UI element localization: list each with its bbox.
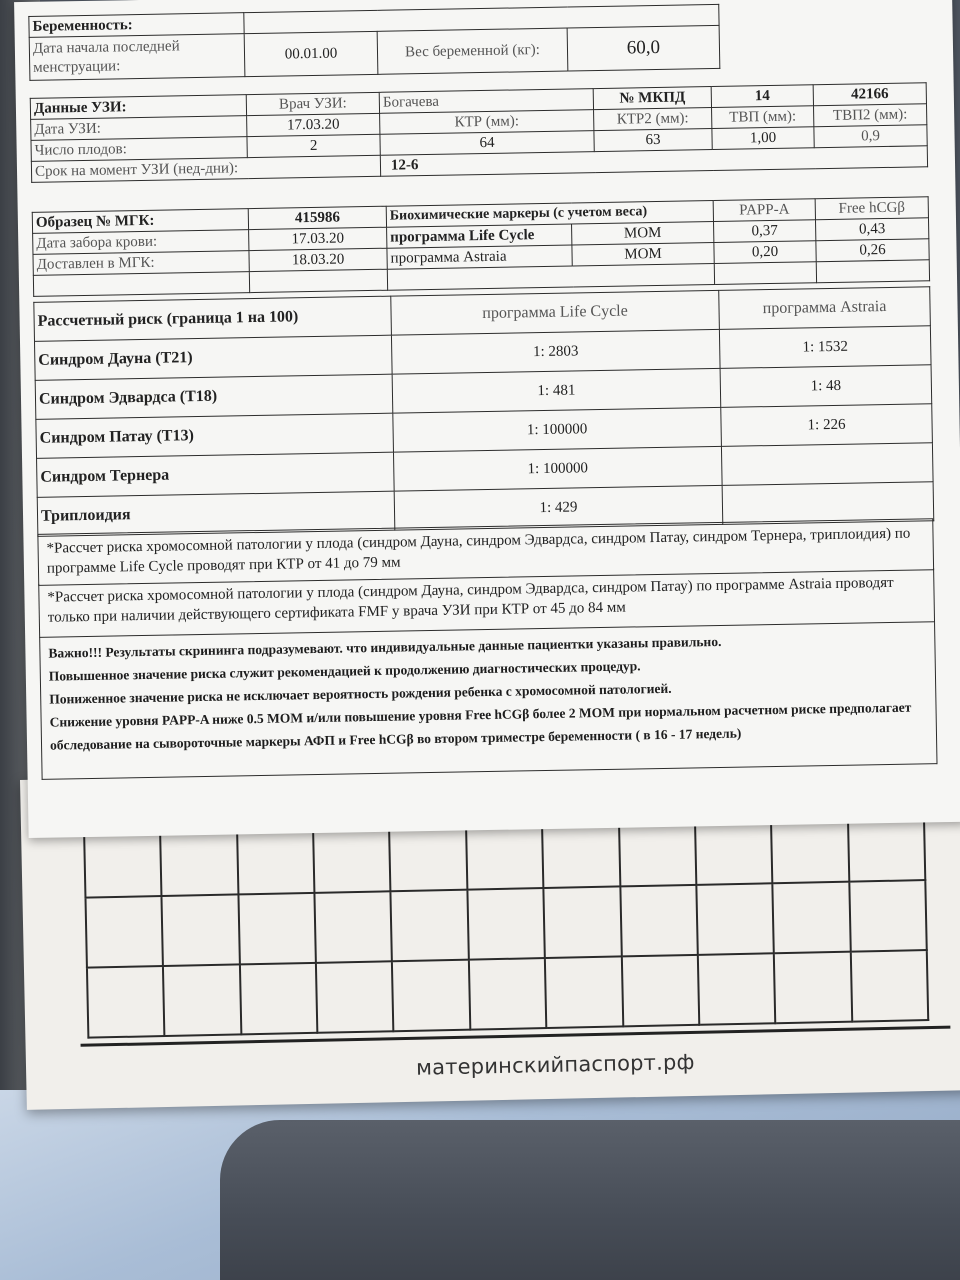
ultrasound-header: Данные УЗИ: — [30, 95, 246, 120]
risk-table — [33, 286, 934, 537]
lmp-label: Дата начала последней менструации: — [29, 34, 245, 81]
blood-date-label: Дата забора крови: — [33, 230, 249, 255]
risk-row-astraia — [721, 443, 933, 486]
weight-value: 60,0 — [567, 25, 720, 71]
delivered-label: Доставлен в МГК: — [33, 251, 249, 276]
papp-value-2: 0,20 — [714, 241, 816, 264]
risk-row-name: Синдром Дауна (Т21) — [34, 335, 392, 380]
risk-row-life-cycle: 1: 100000 — [393, 446, 722, 491]
ktr2-label: КТР2 (мм): — [594, 108, 712, 131]
note-life-cycle: *Рассчет риска хромосомной патологии у плода (синдром Дауна, синдром Эдвардса, синдром Патау, синдром Тернера, триплоидия) по программе Life Cycle проводят при КТР от 41 до 79 мм — [37, 518, 934, 586]
pregnancy-table — [28, 4, 720, 81]
program-astraia: программа Astraia — [387, 245, 572, 269]
ktr2-value: 63 — [594, 129, 712, 152]
risk-row-name: Синдром Патау (Т13) — [36, 413, 394, 458]
sample-number: 415986 — [248, 206, 386, 229]
important-line-1: Важно!!! Результаты скрининга подразумевают. что индивидуальные данные пациентки указаны правильно. — [48, 633, 722, 661]
us-date-value: 17.03.20 — [247, 113, 380, 136]
risk-row-life-cycle: 1: 429 — [394, 485, 723, 530]
fetus-value: 2 — [247, 134, 380, 157]
papp-label: PAPP-A — [713, 199, 815, 222]
mkpd-label: № МКПД — [593, 87, 711, 110]
grid-area — [83, 809, 929, 1039]
sample-table — [32, 196, 930, 297]
program-life-cycle: программа Life Cycle — [387, 224, 572, 248]
mom-label-2: МОМ — [572, 243, 714, 266]
doctor-value: Богачева — [379, 89, 593, 114]
background-jeans — [220, 1120, 960, 1280]
risk-row-name: Триплоидия — [37, 491, 395, 536]
term-value: 12-6 — [380, 146, 927, 177]
fetus-label: Число плодов: — [31, 137, 247, 162]
risk-header: Рассчетный риск (граница 1 на 100) — [34, 296, 392, 341]
tvp-value: 1,00 — [712, 127, 814, 150]
hcg-value-2: 0,26 — [816, 239, 929, 262]
important-notice — [39, 622, 937, 780]
risk-col-life-cycle: программа Life Cycle — [391, 290, 720, 335]
mkpd-value-1: 14 — [711, 85, 813, 108]
papp-value-1: 0,37 — [714, 220, 816, 243]
site-url: материнскийпаспорт.рф — [415, 1049, 695, 1080]
risk-row-life-cycle: 1: 481 — [392, 368, 721, 413]
mom-label-1: МОМ — [572, 222, 714, 245]
important-line-2: Повышенное значение риска служит рекомендацией к продолжению диагностических процедур. — [48, 658, 641, 684]
risk-row-astraia: 1: 226 — [721, 404, 933, 447]
sample-header: Образец № МГК: — [32, 209, 248, 234]
tvp2-label: ТВП2 (мм): — [814, 104, 927, 127]
risk-row-life-cycle: 1: 2803 — [391, 329, 720, 374]
risk-row-name: Синдром Эдвардса (Т18) — [35, 374, 393, 419]
screening-form — [14, 0, 960, 838]
note-astraia: *Рассчет риска хромосомной патологии у плода (синдром Дауна, синдром Эдвардса, синдром Патау) по программе Astraia проводят только при наличии действующего сертификата FMF у врача УЗИ при КТР от 45 до 84 мм — [38, 568, 935, 638]
hcg-value-1: 0,43 — [815, 218, 928, 241]
lmp-value: 00.01.00 — [244, 31, 378, 76]
delivered-value: 18.03.20 — [249, 248, 387, 271]
term-label: Срок на момент УЗИ (нед-дни): — [31, 155, 380, 182]
doctor-label: Врач УЗИ: — [246, 92, 379, 115]
blank-grid — [83, 809, 929, 1039]
important-line-3: Пониженное значение риска не исключает вероятность рождения ребенка с хромосомной патологией. — [49, 680, 672, 707]
ktr-value: 64 — [380, 131, 594, 156]
tvp-label: ТВП (мм): — [712, 106, 814, 129]
risk-col-astraia: программа Astraia — [719, 287, 931, 330]
mkpd-value-2: 42166 — [813, 83, 926, 106]
ktr-label: КТР (мм): — [380, 110, 594, 135]
pregnancy-header: Беременность: — [29, 13, 244, 38]
markers-label: Биохимические маркеры (с учетом веса) — [386, 201, 713, 228]
risk-row-name: Синдром Тернера — [37, 452, 395, 497]
important-line-4: Снижение уровня PAPP-A ниже 0.5 MOM и/или повышение уровня Free hCGβ более 2 MOM при нормальном расчетном риске предполагает обследование на сывороточные маркеры АФП и Free hCGβ во втором триместре беременности ( в 16 - 17 недель) — [49, 699, 912, 753]
risk-row-astraia: 1: 1532 — [719, 326, 931, 369]
blood-date-value: 17.03.20 — [249, 227, 387, 250]
hcg-label: Free hCGβ — [815, 197, 928, 220]
weight-label: Вес беременной (кг): — [377, 28, 568, 74]
risk-row-astraia: 1: 48 — [720, 365, 932, 408]
us-date-label: Дата УЗИ: — [31, 116, 247, 141]
tvp2-value: 0,9 — [814, 125, 927, 148]
risk-row-life-cycle: 1: 100000 — [393, 407, 722, 452]
ultrasound-table — [30, 82, 928, 183]
